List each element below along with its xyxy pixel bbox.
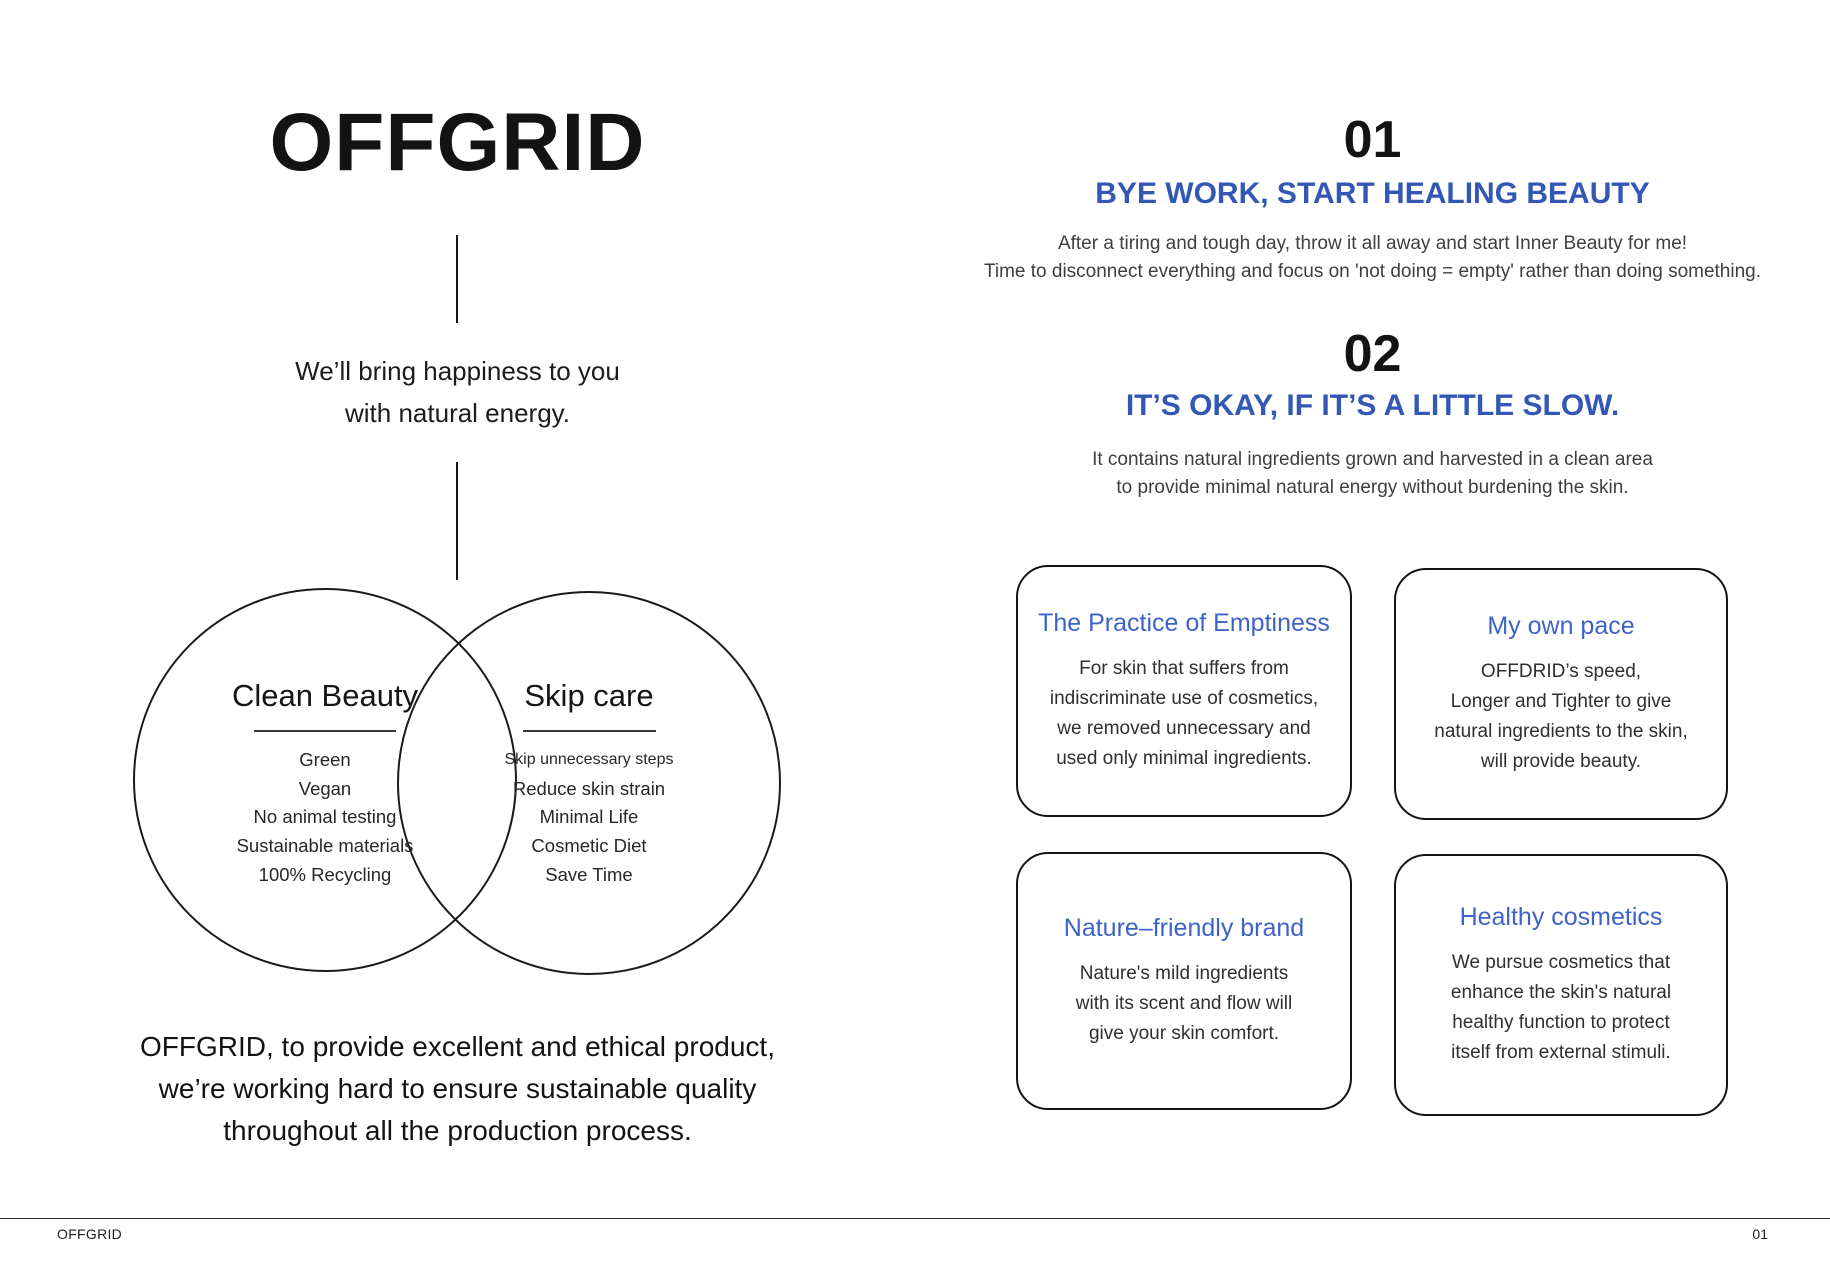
venn-title-underline bbox=[254, 730, 396, 732]
list-item: Sustainable materials bbox=[236, 835, 414, 857]
section-02 bbox=[915, 325, 1830, 502]
body-line: to provide minimal natural energy without burdening the skin. bbox=[1116, 477, 1629, 498]
list-item: Green bbox=[299, 749, 351, 770]
body-line: We pursue cosmetics that bbox=[1451, 952, 1671, 973]
section-number: 01 bbox=[1343, 111, 1402, 169]
brand-statement bbox=[0, 1026, 915, 1152]
body-line: will provide beauty. bbox=[1480, 751, 1642, 772]
card-title: Healthy cosmetics bbox=[1459, 903, 1663, 931]
connector-line-bottom bbox=[456, 462, 458, 580]
body-line: give your skin comfort. bbox=[1088, 1023, 1280, 1044]
list-item: Cosmetic Diet bbox=[531, 835, 647, 857]
list-item: Vegan bbox=[298, 777, 352, 799]
clean-beauty-list bbox=[175, 746, 475, 890]
body-line: After a tiring and tough day, throw it all away and start Inner Beauty for me! bbox=[1057, 233, 1688, 254]
list-item: Reduce skin strain bbox=[512, 777, 666, 799]
body-line: Time to disconnect everything and focus on 'not doing = empty' rather than doing something. bbox=[983, 261, 1762, 282]
venn-title-skip-care: Skip care bbox=[524, 678, 654, 713]
body-line: healthy function to protect bbox=[1452, 1012, 1670, 1033]
body-line: OFFDRID’s speed, bbox=[1480, 661, 1642, 682]
card-title: Nature–friendly brand bbox=[1063, 914, 1305, 942]
section-body bbox=[915, 230, 1830, 286]
section-heading: IT’S OKAY, IF IT’S A LITTLE SLOW. bbox=[1125, 389, 1620, 422]
body-line: natural ingredients to the skin, bbox=[1434, 721, 1688, 742]
list-item: Save Time bbox=[545, 863, 633, 885]
statement-line-1: OFFGRID, to provide excellent and ethical product, bbox=[140, 1031, 775, 1062]
card-body bbox=[1076, 959, 1292, 1049]
card-body bbox=[1451, 948, 1671, 1068]
connector-line-top bbox=[456, 235, 458, 323]
venn-title-underline bbox=[523, 730, 656, 732]
card-title: My own pace bbox=[1487, 612, 1635, 640]
statement-line-3: throughout all the production process. bbox=[223, 1115, 692, 1146]
body-line: itself from external stimuli. bbox=[1451, 1042, 1671, 1063]
card-healthy-cosmetics bbox=[1394, 854, 1728, 1116]
body-line: Nature's mild ingredients bbox=[1079, 963, 1289, 984]
brand-tagline bbox=[0, 350, 915, 434]
skip-care-list bbox=[439, 746, 739, 890]
card-title: The Practice of Emptiness bbox=[1038, 609, 1330, 637]
body-line: we removed unnecessary and bbox=[1057, 718, 1311, 739]
body-line: indiscriminate use of cosmetics, bbox=[1049, 688, 1319, 709]
body-line: It contains natural ingredients grown and harvested in a clean area bbox=[1092, 449, 1653, 470]
footer-divider bbox=[0, 1218, 1830, 1219]
venn-diagram bbox=[0, 588, 915, 978]
body-line: For skin that suffers from bbox=[1079, 658, 1289, 679]
body-line: Longer and Tighter to give bbox=[1450, 691, 1672, 712]
statement-line-2: we’re working hard to ensure sustainable quality bbox=[158, 1073, 757, 1104]
section-01 bbox=[915, 111, 1830, 286]
footer-page-number: 01 bbox=[1752, 1226, 1768, 1242]
brand-logo: OFFGRID bbox=[269, 97, 646, 188]
list-item: 100% Recycling bbox=[258, 863, 392, 885]
body-line: used only minimal ingredients. bbox=[1056, 748, 1312, 769]
value-cards-grid bbox=[1016, 565, 1731, 1113]
card-body bbox=[1434, 657, 1688, 777]
card-my-own-pace bbox=[1394, 568, 1728, 820]
card-body bbox=[1050, 654, 1318, 774]
section-body bbox=[915, 446, 1830, 502]
list-item: No animal testing bbox=[253, 806, 397, 828]
tagline-line-1: We’ll bring happiness to you bbox=[295, 356, 620, 386]
list-item: Skip unnecessary steps bbox=[504, 751, 674, 768]
footer-brand-name: OFFGRID bbox=[57, 1226, 123, 1242]
venn-content-clean-beauty bbox=[175, 678, 475, 890]
card-nature-friendly-brand bbox=[1016, 852, 1352, 1110]
body-line: with its scent and flow will bbox=[1075, 993, 1293, 1014]
tagline-line-2: with natural energy. bbox=[345, 398, 570, 428]
card-practice-of-emptiness bbox=[1016, 565, 1352, 817]
section-heading: BYE WORK, START HEALING BEAUTY bbox=[1095, 177, 1650, 210]
venn-content-skip-care bbox=[439, 678, 739, 890]
venn-title-clean-beauty: Clean Beauty bbox=[231, 678, 419, 713]
body-line: enhance the skin's natural bbox=[1450, 982, 1672, 1003]
section-number: 02 bbox=[1343, 325, 1402, 383]
list-item: Minimal Life bbox=[539, 806, 639, 828]
